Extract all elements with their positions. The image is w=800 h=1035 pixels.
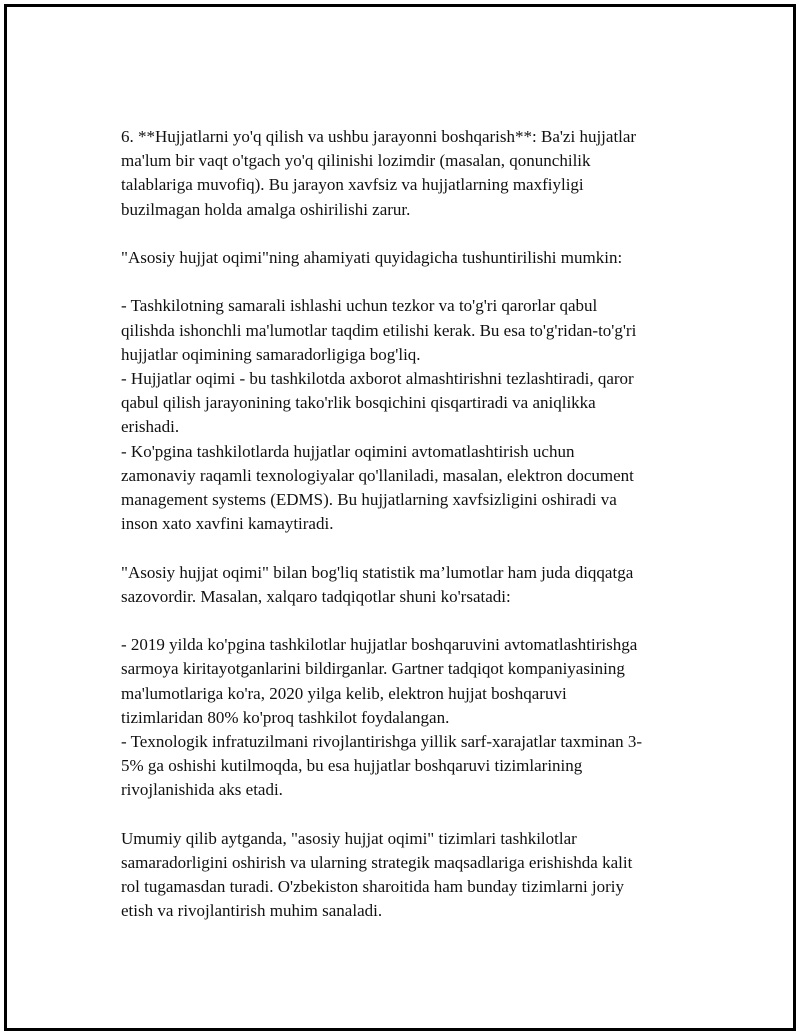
text-line: ma'lum bir vaqt o'tgach yo'q qilinishi lozimdir (masalan, qonunchilik [121, 151, 591, 171]
paragraph-statistics-list [121, 633, 701, 802]
text-line: - 2019 yilda ko'pgina tashkilotlar hujjatlar boshqaruvini avtomatlashtirishga [121, 635, 638, 655]
text-line: 6. **Hujjatlarni yo'q qilish va ushbu jarayonni boshqarish**: Ba'zi hujjatlar [121, 127, 637, 146]
text-line: etish va rivojlantirish muhim sanaladi. [121, 901, 383, 921]
paragraph-spacer [121, 803, 701, 827]
paragraph-spacer [121, 222, 701, 246]
text-line: rivojlanishida aks etadi. [121, 780, 283, 800]
text-line: - Tashkilotning samarali ishlashi uchun tezkor va to'g'ri qarorlar qabul [121, 296, 598, 316]
text-line: zamonaviy raqamli texnologiyalar qo'llaniladi, masalan, elektron document [121, 465, 634, 485]
text-line: qilishda ishonchli ma'lumotlar taqdim etilishi kerak. Bu esa to'g'ridan-to'g'ri [121, 320, 637, 340]
text-line: samaradorligini oshirish va ularning strategik maqsadlariga erishishda kalit [121, 853, 633, 873]
text-line: buzilmagan holda amalga oshirilishi zarur. [121, 199, 411, 219]
text-line: inson xato xavfini kamaytiradi. [121, 514, 334, 534]
text-line: erishadi. [121, 417, 180, 437]
text-line: Umumiy qilib aytganda, "asosiy hujjat oqimi" tizimlari tashkilotlar [121, 828, 577, 848]
text-line: rol tugamasdan turadi. O'zbekiston sharoitida ham bunday tizimlarni joriy [121, 877, 625, 897]
text-line: sarmoya kiritayotganlarini bildirganlar. Gartner tadqiqot kompaniyasining [121, 659, 625, 679]
paragraph-importance-intro [121, 246, 701, 270]
text-line: - Ko'pgina tashkilotlarda hujjatlar oqimini avtomatlashtirish uchun [121, 441, 575, 461]
paragraph-conclusion [121, 827, 701, 924]
paragraph-importance-list [121, 294, 701, 536]
paragraph-spacer [121, 609, 701, 633]
text-line: tizimlaridan 80% ko'proq tashkilot foydalangan. [121, 707, 450, 727]
text-line: 5% ga oshishi kutilmoqda, bu esa hujjatlar boshqaruvi tizimlarining [121, 756, 583, 776]
text-line: "Asosiy hujjat oqimi" bilan bog'liq statistik ma’lumotlar ham juda diqqatga [121, 562, 634, 582]
document-body [121, 125, 701, 924]
text-line: sazovordir. Masalan, xalqaro tadqiqotlar shuni ko'rsatadi: [121, 586, 511, 606]
text-line: management systems (EDMS). Bu hujjatlarning xavfsizligini oshiradi va [121, 490, 617, 510]
page-frame [4, 4, 796, 1031]
paragraph-spacer [121, 270, 701, 294]
paragraph-spacer [121, 536, 701, 560]
text-line: ma'lumotlariga ko'ra, 2020 yilga kelib, elektron hujjat boshqaruvi [121, 683, 567, 703]
paragraph-statistics-intro [121, 561, 701, 609]
text-line: qabul qilish jarayonining tako'rlik bosqichini qisqartiradi va aniqlikka [121, 393, 596, 413]
paragraph-document-disposal [121, 125, 701, 222]
text-line: - Hujjatlar oqimi - bu tashkilotda axborot almashtirishni tezlashtiradi, qaror [121, 369, 634, 388]
text-line: - Texnologik infratuzilmani rivojlantirishga yillik sarf-xarajatlar taxminan 3- [121, 732, 643, 752]
text-line: hujjatlar oqimining samaradorligiga bog'liq. [121, 344, 421, 364]
text-line: talablariga muvofiq). Bu jarayon xavfsiz va hujjatlarning maxfiyligi [121, 175, 584, 195]
text-line: "Asosiy hujjat oqimi"ning ahamiyati quyidagicha tushuntirilishi mumkin: [121, 248, 623, 267]
